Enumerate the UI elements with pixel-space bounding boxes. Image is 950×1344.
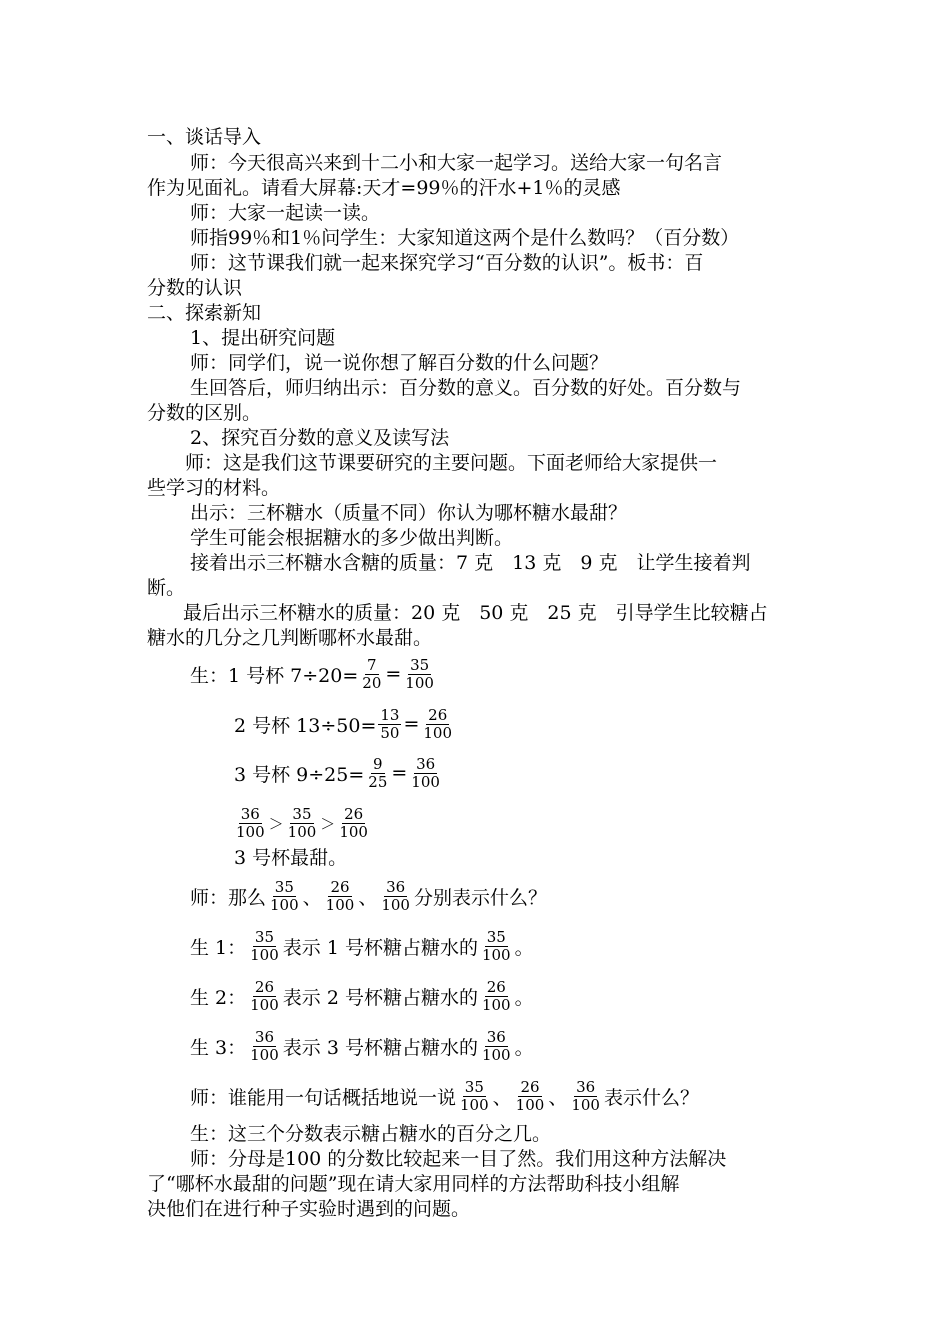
fraction-26-100: $\frac{26}{100}$ [250,977,279,1014]
cup3-prefix: 3 号杯 9÷25= [234,763,365,786]
student3-answer: 生 3： $\frac{36}{100}$ 表示 3 号杯糖占糖水的 $\frac{36}{100}$ 。 [190,1027,534,1064]
paragraph-line: 生：这三个分数表示糖占糖水的百分之几。 [190,1123,552,1145]
cup2-prefix: 2 号杯 13÷50= [234,714,377,737]
paragraph-line: 师指99％和1％问学生：大家知道这两个是什么数吗？（百分数） [190,227,740,249]
paragraph-line: 了“哪杯水最甜的问题”现在请大家用同样的方法帮助科技小组解 [147,1173,680,1195]
paragraph-line: 师：大家一起读一读。 [190,202,381,224]
fraction-35-100: $\frac{35}{100}$ [287,804,317,841]
paragraph-line: 决他们在进行种子实验时遇到的问题。 [147,1198,471,1220]
paragraph-line: 糖水的几分之几判断哪杯水最甜。 [147,627,433,649]
cup3-equation [234,750,444,796]
paragraph-line: 作为见面礼。请看大屏幕:天才=99％的汗水+1％的灵感 [147,177,621,199]
fraction-36-100: $\frac{36}{100}$ [250,1027,279,1064]
fraction-13-50: $\frac{13}{50}$ [380,705,400,742]
fraction-36-100: $\frac{36}{100}$ [571,1077,600,1114]
fraction-36-100: $\frac{36}{100}$ [236,804,265,841]
fraction-36-100: $\frac{36}{100}$ [411,754,440,791]
paragraph-line: 分数的认识 [147,277,243,299]
paragraph-line: 生回答后，师归纳出示：百分数的意义。百分数的好处。百分数与 [190,377,742,399]
fraction-9-25: $\frac{9}{25}$ [368,754,388,791]
fraction-26-100: $\frac{26}{100}$ [325,877,355,914]
paragraph-line: 师：分母是100 的分数比较起来一目了然。我们用这种方法解决 [190,1148,727,1170]
subsection-heading: 1、提出研究问题 [190,327,336,349]
paragraph-line: 接着出示三杯糖水含糖的质量：7 克 13 克 9 克 让学生接着判 [190,552,751,574]
paragraph-line: 最后出示三杯糖水的质量：20 克 50 克 25 克 引导学生比较糖占 [183,602,768,624]
student1-answer: 生 1： $\frac{35}{100}$ 表示 1 号杯糖占糖水的 $\frac{35}{100}$ 。 [190,927,534,964]
paragraph-line: 分数的区别。 [147,402,262,424]
paragraph-line: 师：今天很高兴来到十二小和大家一起学习。送给大家一句名言 [190,152,723,174]
fraction-26-100: $\frac{26}{100}$ [339,804,368,841]
fraction-26-100: $\frac{26}{100}$ [515,1077,545,1114]
paragraph-line: 学生可能会根据糖水的多少做出判断。 [190,527,514,549]
fraction-comparison [232,800,372,846]
paragraph-line: 断。 [147,577,186,599]
equals-sign: = [385,663,402,685]
section-heading-intro: 一、谈话导入 [147,126,262,148]
fraction-7-20: $\frac{7}{20}$ [362,655,382,692]
cup1-equation [190,651,438,697]
fraction-36-100: $\frac{36}{100}$ [481,1027,511,1064]
paragraph-line: 出示：三杯糖水（质量不同）你认为哪杯糖水最甜？ [190,502,628,524]
section-heading-explore: 二、探索新知 [147,302,262,324]
fraction-26-100: $\frac{26}{100}$ [423,705,453,742]
fraction-26-100: $\frac{26}{100}$ [481,977,511,1014]
cup2-equation [234,701,456,747]
equals-sign: = [403,713,420,735]
fraction-36-100: $\frac{36}{100}$ [381,877,410,914]
paragraph-line: 师：这是我们这节课要研究的主要问题。下面老师给大家提供一 [185,452,718,474]
fraction-35-100: $\frac{35}{100}$ [405,655,434,692]
student2-answer: 生 2： $\frac{26}{100}$ 表示 2 号杯糖占糖水的 $\frac{26}{100}$ 。 [190,977,534,1014]
greater-than-sign: ＞ [268,814,284,833]
fraction-35-100: $\frac{35}{100}$ [270,877,299,914]
fraction-35-100: $\frac{35}{100}$ [460,1077,489,1114]
equals-sign: = [391,762,408,784]
paragraph-line: 师：这节课我们就一起来探究学习“百分数的认识”。板书：百 [190,252,704,274]
greater-than-sign: ＞ [320,814,336,833]
subsection-heading: 2、探究百分数的意义及读写法 [190,427,450,449]
cup1-prefix: 生：1 号杯 7÷20= [190,664,359,687]
question-fractions-meaning: 师：那么 $\frac{35}{100}$ 、 $\frac{26}{100}$ 、 $\frac{36}{100}$ 分别表示什么？ [190,877,547,914]
paragraph-line: 些学习的材料。 [147,477,281,499]
paragraph-line: 师：同学们，说一说你想了解百分数的什么问题？ [190,352,609,374]
fraction-35-100: $\frac{35}{100}$ [481,927,511,964]
fraction-35-100: $\frac{35}{100}$ [250,927,279,964]
conclusion-line: 3 号杯最甜。 [234,847,348,869]
question-summarize: 师：谁能用一句话概括地说一说 $\frac{35}{100}$ 、 $\frac{26}{100}$ 、 $\frac{36}{100}$ 表示什么？ [190,1077,699,1114]
